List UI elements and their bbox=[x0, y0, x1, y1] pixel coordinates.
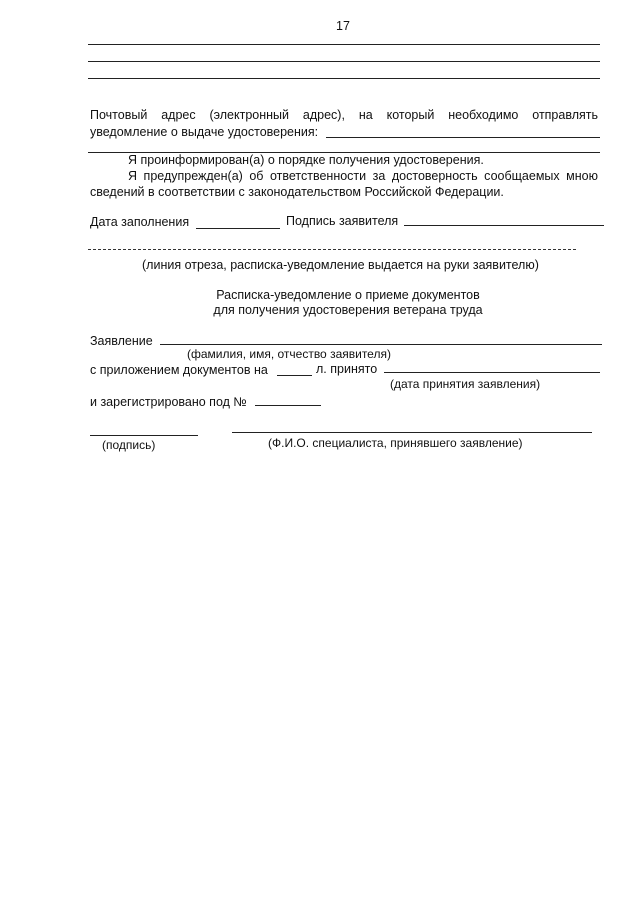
registered-label: и зарегистрировано под № bbox=[90, 395, 247, 409]
date-label: Дата заполнения bbox=[90, 215, 190, 229]
registration-number-field[interactable] bbox=[255, 405, 321, 406]
attachments-suffix: л. принято bbox=[316, 362, 378, 376]
applicant-name-field[interactable] bbox=[160, 344, 602, 345]
address-label: уведомление о выдаче удостоверения: bbox=[90, 125, 319, 139]
date-field[interactable] bbox=[196, 228, 280, 229]
notice-warned-line-2: сведений в соответствии с законодательством Российской Федерации. bbox=[90, 185, 504, 199]
acceptance-date-caption: (дата принятия заявления) bbox=[390, 377, 541, 391]
address-line-2 bbox=[90, 125, 318, 140]
applicant-caption: (фамилия, имя, отчество заявителя) bbox=[187, 347, 391, 361]
address-field[interactable] bbox=[326, 137, 600, 138]
blank-line bbox=[88, 61, 600, 62]
specialist-signature-field[interactable] bbox=[90, 435, 198, 436]
specialist-name-field[interactable] bbox=[232, 432, 592, 433]
signature-caption: (подпись) bbox=[102, 438, 156, 452]
cut-line-note: (линия отреза, расписка-уведомление выдается на руки заявителю) bbox=[142, 258, 539, 272]
receipt-title-line-1: Расписка-уведомление о приеме документов bbox=[216, 288, 480, 302]
signature-label: Подпись заявителя bbox=[286, 214, 399, 228]
receipt-title-line-2: для получения удостоверения ветерана труда bbox=[213, 303, 483, 317]
application-label: Заявление bbox=[90, 334, 153, 348]
signature-field[interactable] bbox=[404, 225, 604, 226]
attachments-prefix: с приложением документов на bbox=[90, 363, 268, 377]
address-line-1: Почтовый адрес (электронный адрес), на который необходимо отправлять bbox=[90, 108, 598, 122]
blank-line bbox=[88, 44, 600, 45]
notice-warned-line-1: Я предупрежден(а) об ответственности за достоверность сообщаемых мною bbox=[128, 169, 598, 183]
pages-count-field[interactable] bbox=[277, 375, 312, 376]
acceptance-date-field[interactable] bbox=[384, 372, 600, 373]
blank-line bbox=[88, 78, 600, 79]
notice-informed: Я проинформирован(а) о порядке получения удостоверения. bbox=[128, 153, 484, 167]
page-number: 17 bbox=[336, 19, 350, 33]
specialist-caption: (Ф.И.О. специалиста, принявшего заявление) bbox=[268, 436, 523, 450]
cut-line bbox=[88, 249, 576, 250]
